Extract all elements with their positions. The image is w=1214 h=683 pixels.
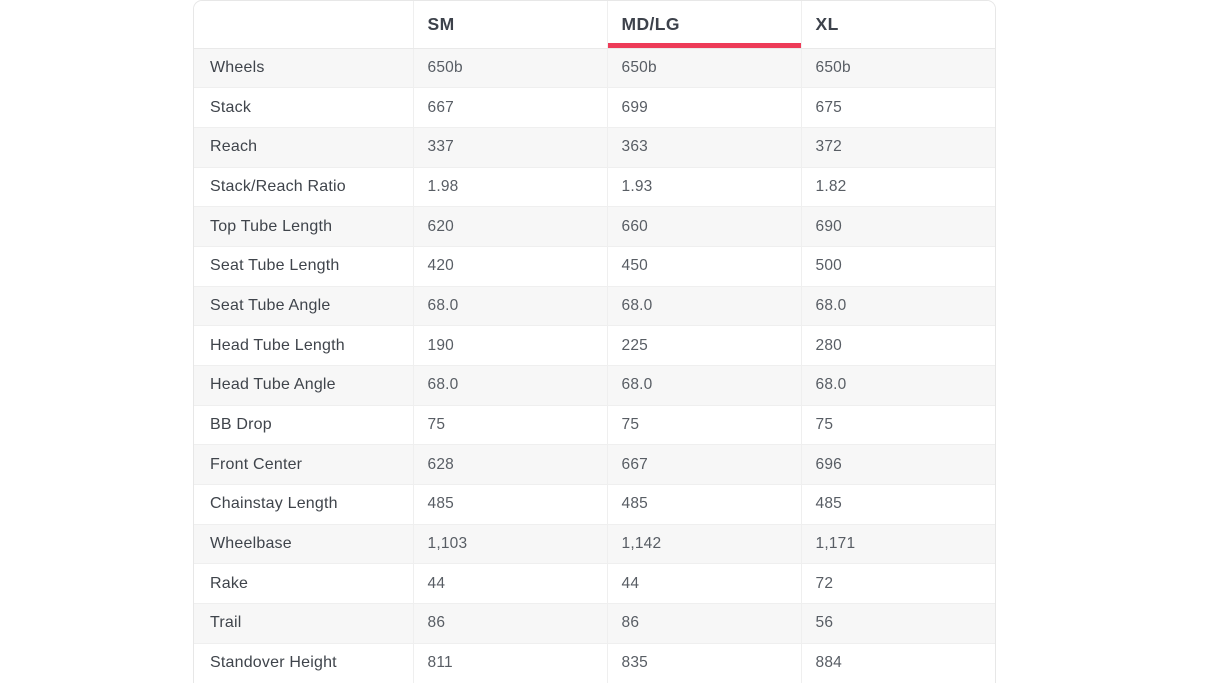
table-row [194,326,995,366]
spec-value: 75 [607,405,801,445]
spec-value: 75 [801,405,995,445]
spec-value: 485 [413,485,607,525]
spec-value: 650b [413,48,607,88]
spec-value: 1.93 [607,167,801,207]
spec-value: 75 [413,405,607,445]
spec-label: Reach [194,127,413,167]
table-row [194,207,995,247]
spec-label: Seat Tube Length [194,246,413,286]
spec-value: 650b [607,48,801,88]
spec-value: 56 [801,604,995,644]
table-row [194,88,995,128]
spec-label: Stack [194,88,413,128]
spec-value: 660 [607,207,801,247]
spec-value: 699 [607,88,801,128]
spec-value: 68.0 [607,366,801,406]
spec-value: 420 [413,246,607,286]
table-row [194,604,995,644]
spec-value: 68.0 [801,366,995,406]
spec-value: 363 [607,127,801,167]
table-row [194,127,995,167]
spec-value: 68.0 [607,286,801,326]
spec-value: 620 [413,207,607,247]
spec-value: 337 [413,127,607,167]
table-row [194,167,995,207]
spec-label: BB Drop [194,405,413,445]
spec-value: 225 [607,326,801,366]
table-row [194,48,995,88]
spec-value: 68.0 [413,366,607,406]
spec-value: 44 [607,564,801,604]
spec-value: 1,103 [413,524,607,564]
spec-value: 675 [801,88,995,128]
spec-value: 667 [607,445,801,485]
geometry-table [194,1,995,683]
spec-value: 1,171 [801,524,995,564]
spec-value: 485 [607,485,801,525]
geometry-table-body [194,48,995,683]
spec-value: 835 [607,643,801,683]
spec-label: Wheelbase [194,524,413,564]
spec-value: 696 [801,445,995,485]
spec-label: Rake [194,564,413,604]
size-tab-md-lg[interactable]: MD/LG [607,1,801,48]
spec-label: Trail [194,604,413,644]
spec-label: Top Tube Length [194,207,413,247]
size-tab-xl[interactable]: XL [801,1,995,48]
spec-value: 500 [801,246,995,286]
table-row [194,485,995,525]
spec-value: 450 [607,246,801,286]
spec-value: 86 [607,604,801,644]
table-row [194,246,995,286]
spec-value: 811 [413,643,607,683]
spec-value: 485 [801,485,995,525]
spec-value: 690 [801,207,995,247]
table-row [194,405,995,445]
spec-label: Head Tube Angle [194,366,413,406]
spec-value: 1,142 [607,524,801,564]
table-row [194,366,995,406]
table-row [194,643,995,683]
spec-value: 86 [413,604,607,644]
spec-value: 372 [801,127,995,167]
spec-label: Head Tube Length [194,326,413,366]
spec-label: Wheels [210,58,265,76]
spec-value: 68.0 [801,286,995,326]
spec-value: 190 [413,326,607,366]
geometry-table-container [193,0,996,683]
spec-name-column-header [194,1,413,48]
spec-value: 884 [801,643,995,683]
spec-value: 650b [801,48,995,88]
spec-label: Chainstay Length [194,485,413,525]
spec-label: Seat Tube Angle [194,286,413,326]
table-row [194,564,995,604]
spec-value: 628 [413,445,607,485]
size-tab-sm[interactable]: SM [413,1,607,48]
spec-value: 68.0 [413,286,607,326]
spec-value: 667 [413,88,607,128]
spec-value: 1.82 [801,167,995,207]
spec-value: 44 [413,564,607,604]
table-row [194,286,995,326]
spec-value: 280 [801,326,995,366]
size-header-row [194,1,995,48]
spec-label: Stack/Reach Ratio [194,167,413,207]
spec-value: 72 [801,564,995,604]
spec-label: Front Center [194,445,413,485]
table-row [194,524,995,564]
spec-label: Standover Height [194,643,413,683]
spec-value: 1.98 [413,167,607,207]
table-row [194,445,995,485]
